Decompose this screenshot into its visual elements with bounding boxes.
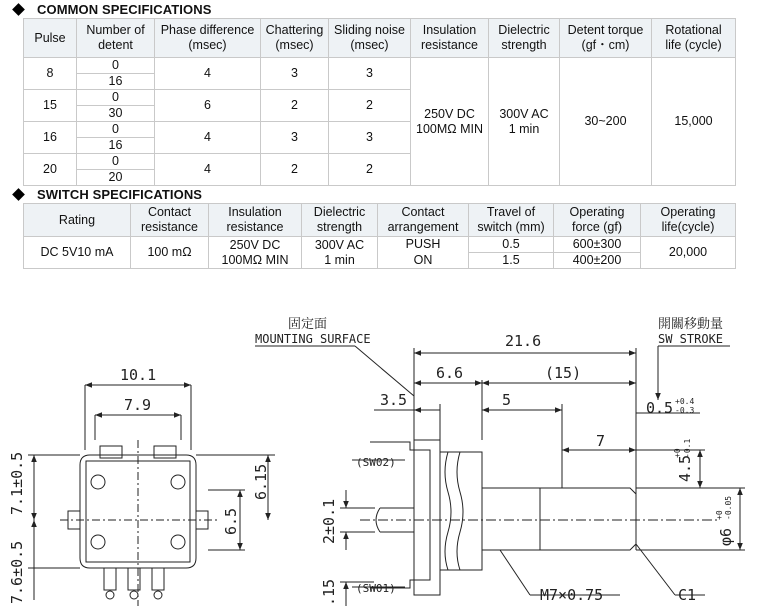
rating-cell: DC 5V10 mA (24, 237, 131, 269)
phase-cell: 6 (155, 90, 261, 122)
header-life: Rotational life (cycle) (665, 23, 722, 52)
dim-7-1: 7.1±0.5 (8, 451, 26, 515)
dim-6-6: 6.6 (436, 364, 464, 382)
force-cell: 600±300 (554, 237, 641, 253)
chattering-cell: 2 (261, 90, 329, 122)
phase-cell: 4 (155, 122, 261, 154)
diamond-bullet-icon (12, 188, 25, 201)
header-insulation: Insulation resistance (226, 205, 284, 234)
header-dielectric: Dielectric strength (498, 23, 550, 52)
header-rating: Rating (58, 212, 96, 227)
dim-6-15: 6.15 (252, 463, 270, 500)
chattering-cell: 3 (261, 58, 329, 90)
switch-specs-title (14, 187, 202, 202)
dim-7-9: 7.9 (124, 396, 152, 414)
header-torque: Detent torque (gf・cm) (567, 23, 644, 52)
dim-0-15: .15 (320, 578, 338, 606)
dim-10-1: 10.1 (120, 366, 157, 384)
pulse-cell: 15 (24, 90, 77, 122)
header-travel: Travel of switch (mm) (477, 205, 545, 234)
header-sliding: Sliding noise (msec) (334, 23, 405, 52)
insulation-value: 250V DC 100MΩ MIN (416, 106, 483, 136)
header-cell (209, 204, 302, 237)
dim-7-6: 7.6±0.5 (8, 540, 26, 604)
common-header-row (24, 19, 736, 58)
header-cell (261, 19, 329, 58)
header-contact-resistance: Contact resistance (141, 205, 198, 234)
dielectric-cell (489, 58, 560, 186)
technical-drawing (0, 300, 759, 606)
common-specs-title-text: COMMON SPECIFICATIONS (37, 2, 212, 17)
common-specs-title (14, 2, 211, 17)
switch-dielectric-value: 300V AC 1 min (314, 237, 365, 267)
dim-3-5: 3.5 (380, 391, 408, 409)
header-life: Operating life(cycle) (660, 205, 716, 234)
pulse-cell: 8 (24, 58, 77, 90)
header-cell (155, 19, 261, 58)
header-cell (302, 204, 378, 237)
sliding-cell: 3 (329, 58, 411, 90)
header-chattering: Chattering (msec) (265, 23, 324, 52)
dim-7: 7 (596, 432, 606, 450)
arrangement-cell: PUSH (378, 237, 469, 253)
switch-header-row (24, 204, 736, 237)
dim-m7-thread: M7×0.75 (540, 586, 604, 604)
header-cell (554, 204, 641, 237)
header-insulation: Insulation resistance (421, 23, 478, 52)
header-cell (24, 19, 77, 58)
common-specs-table (23, 18, 736, 186)
header-cell (489, 19, 560, 58)
life-cell: 15,000 (652, 58, 736, 186)
detent-cell: 20 (77, 170, 155, 186)
sliding-cell: 2 (329, 90, 411, 122)
dim-0-5-tol-dn: -0.3 (675, 406, 695, 415)
dielectric-cell (302, 237, 378, 269)
table-row (24, 237, 736, 253)
dim-5: 5 (502, 391, 512, 409)
mounting-surface-label: MOUNTING SURFACE (255, 332, 371, 346)
dim-phi-6: φ6 (717, 527, 735, 546)
phase-cell: 4 (155, 58, 261, 90)
header-cell (77, 19, 155, 58)
mounting-surface-cn-label: 固定面 (288, 317, 328, 332)
table-row (24, 58, 736, 74)
dim-phi-6-tol-dn: -0.05 (724, 495, 733, 520)
contact-resistance-cell: 100 mΩ (131, 237, 209, 269)
dim-0-5-tol-up: +0.4 (675, 397, 695, 406)
header-cell (378, 204, 469, 237)
header-detent: Number of detent (86, 23, 145, 52)
header-pulse: Pulse (34, 30, 66, 45)
dim-4-5-tol-up: +0 (673, 448, 682, 458)
detent-cell: 16 (77, 138, 155, 154)
side-view (255, 346, 745, 606)
diamond-bullet-icon (12, 3, 25, 16)
detent-cell: 0 (77, 90, 155, 106)
detent-cell: 0 (77, 122, 155, 138)
switch-insulation-value: 250V DC 100MΩ MIN (221, 237, 289, 267)
sliding-cell: 3 (329, 122, 411, 154)
detent-cell: 0 (77, 58, 155, 74)
arrangement-cell: ON (378, 253, 469, 269)
dim-2: 2±0.1 (320, 498, 338, 544)
header-cell (652, 19, 736, 58)
pulse-cell: 16 (24, 122, 77, 154)
header-cell (131, 204, 209, 237)
front-view (28, 385, 275, 606)
header-arrangement: Contact arrangement (387, 205, 459, 234)
detent-cell: 0 (77, 154, 155, 170)
dim-4-5: 4.5 (676, 454, 694, 482)
pulse-cell: 20 (24, 154, 77, 186)
dielectric-value: 300V AC 1 min (499, 106, 549, 136)
dim-c1-chamfer: C1 (678, 586, 697, 604)
sliding-cell: 2 (329, 154, 411, 186)
sw-stroke-cn-label: 開關移動量 (658, 317, 724, 332)
switch-life-cell: 20,000 (641, 237, 736, 269)
header-dielectric: Dielectric strength (313, 205, 366, 234)
header-cell (329, 19, 411, 58)
header-cell (560, 19, 652, 58)
sw-stroke-label: SW STROKE (658, 332, 724, 346)
chattering-cell: 2 (261, 154, 329, 186)
phase-cell: 4 (155, 154, 261, 186)
chattering-cell: 3 (261, 122, 329, 154)
header-phase: Phase difference (msec) (160, 23, 255, 52)
dim-4-5-tol-dn: -0.1 (683, 438, 692, 458)
drawing-svg (0, 300, 759, 606)
header-cell (24, 204, 131, 237)
header-cell (411, 19, 489, 58)
header-cell (641, 204, 736, 237)
travel-cell: 1.5 (469, 253, 554, 269)
sw01-label: (SW01) (356, 582, 396, 595)
travel-cell: 0.5 (469, 237, 554, 253)
switch-specs-title-text: SWITCH SPECIFICATIONS (37, 187, 203, 202)
dim-15: (15) (545, 364, 582, 382)
detent-cell: 16 (77, 74, 155, 90)
insulation-cell (209, 237, 302, 269)
dim-6-5: 6.5 (222, 507, 240, 535)
sw02-label: (SW02) (356, 456, 396, 469)
dim-0-5: 0.5 (646, 399, 674, 417)
insulation-cell (411, 58, 489, 186)
torque-cell: 30~200 (560, 58, 652, 186)
header-cell (469, 204, 554, 237)
detent-cell: 30 (77, 106, 155, 122)
switch-specs-table (23, 203, 736, 269)
dim-phi-6-tol-up: +0 (715, 510, 724, 520)
header-force: Operating force (gf) (569, 205, 625, 234)
force-cell: 400±200 (554, 253, 641, 269)
dim-21-6: 21.6 (505, 332, 542, 350)
